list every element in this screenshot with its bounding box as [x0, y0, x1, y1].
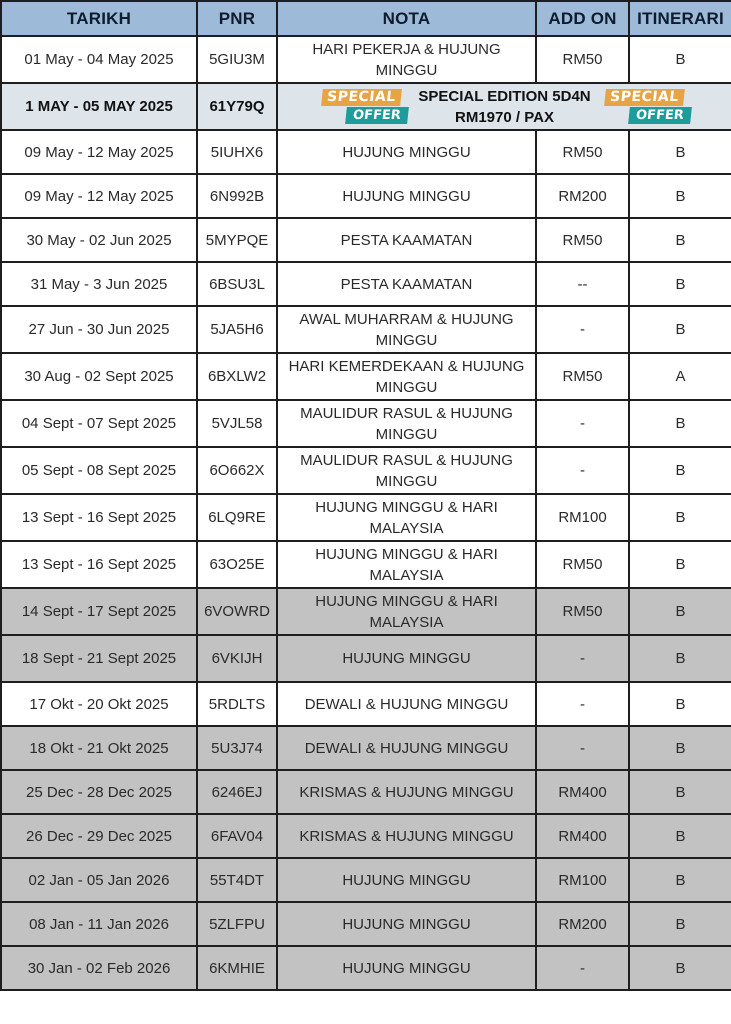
- cell-add-on: -: [536, 682, 629, 726]
- cell-itinerari: B: [629, 814, 731, 858]
- cell-pnr: 6FAV04: [197, 814, 277, 858]
- special-offer-badge-icon: SPECIAL OFFER: [322, 87, 404, 127]
- table-row: [1, 946, 731, 990]
- cell-tarikh: 26 Dec - 29 Dec 2025: [1, 814, 197, 858]
- cell-pnr: 6KMHIE: [197, 946, 277, 990]
- cell-add-on: -: [536, 447, 629, 494]
- table-row: [1, 400, 731, 447]
- cell-pnr: 6LQ9RE: [197, 494, 277, 541]
- cell-nota: HARI PEKERJA & HUJUNG MINGGU: [277, 36, 536, 83]
- cell-nota: HUJUNG MINGGU: [277, 858, 536, 902]
- cell-add-on: RM50: [536, 130, 629, 174]
- cell-add-on: RM200: [536, 902, 629, 946]
- header-add-on: ADD ON: [536, 1, 629, 36]
- cell-itinerari: B: [629, 858, 731, 902]
- cell-add-on: -: [536, 400, 629, 447]
- cell-itinerari: B: [629, 770, 731, 814]
- cell-itinerari: B: [629, 400, 731, 447]
- table-row: [1, 588, 731, 635]
- cell-itinerari: B: [629, 541, 731, 588]
- cell-nota: KRISMAS & HUJUNG MINGGU: [277, 814, 536, 858]
- cell-tarikh: 30 Jan - 02 Feb 2026: [1, 946, 197, 990]
- cell-tarikh: 04 Sept - 07 Sept 2025: [1, 400, 197, 447]
- cell-tarikh: 09 May - 12 May 2025: [1, 130, 197, 174]
- table-row: [1, 353, 731, 400]
- cell-add-on: RM50: [536, 541, 629, 588]
- cell-pnr: 6O662X: [197, 447, 277, 494]
- cell-itinerari: B: [629, 494, 731, 541]
- cell-pnr: 6VKIJH: [197, 635, 277, 682]
- cell-add-on: -: [536, 946, 629, 990]
- cell-nota: AWAL MUHARRAM & HUJUNG MINGGU: [277, 306, 536, 353]
- special-price-label: RM1970 / PAX: [455, 108, 554, 126]
- cell-itinerari: B: [629, 635, 731, 682]
- cell-tarikh: 27 Jun - 30 Jun 2025: [1, 306, 197, 353]
- cell-itinerari: B: [629, 262, 731, 306]
- cell-nota: HUJUNG MINGGU & HARI MALAYSIA: [277, 541, 536, 588]
- cell-tarikh: 25 Dec - 28 Dec 2025: [1, 770, 197, 814]
- cell-nota: MAULIDUR RASUL & HUJUNG MINGGU: [277, 447, 536, 494]
- header-tarikh: TARIKH: [1, 1, 197, 36]
- cell-tarikh: 02 Jan - 05 Jan 2026: [1, 858, 197, 902]
- cell-nota: DEWALI & HUJUNG MINGGU: [277, 726, 536, 770]
- table-row: [1, 902, 731, 946]
- cell-add-on: -: [536, 306, 629, 353]
- cell-itinerari: B: [629, 726, 731, 770]
- cell-tarikh: 08 Jan - 11 Jan 2026: [1, 902, 197, 946]
- cell-add-on: -: [536, 635, 629, 682]
- cell-tarikh: 31 May - 3 Jun 2025: [1, 262, 197, 306]
- header-pnr: PNR: [197, 1, 277, 36]
- cell-pnr: 61Y79Q: [197, 83, 277, 130]
- cell-pnr: 6N992B: [197, 174, 277, 218]
- cell-nota: MAULIDUR RASUL & HUJUNG MINGGU: [277, 400, 536, 447]
- cell-itinerari: B: [629, 588, 731, 635]
- cell-nota: HARI KEMERDEKAAN & HUJUNG MINGGU: [277, 353, 536, 400]
- table-row: [1, 494, 731, 541]
- cell-nota: HUJUNG MINGGU: [277, 946, 536, 990]
- cell-pnr: 63O25E: [197, 541, 277, 588]
- cell-pnr: 6VOWRD: [197, 588, 277, 635]
- special-offer-text: [418, 86, 590, 128]
- cell-tarikh: 14 Sept - 17 Sept 2025: [1, 588, 197, 635]
- cell-itinerari: A: [629, 353, 731, 400]
- cell-add-on: RM50: [536, 588, 629, 635]
- table-row: [1, 218, 731, 262]
- cell-nota: PESTA KAAMATAN: [277, 262, 536, 306]
- table-row: [1, 770, 731, 814]
- table-row: [1, 447, 731, 494]
- cell-itinerari: B: [629, 36, 731, 83]
- cell-pnr: 6BXLW2: [197, 353, 277, 400]
- cell-nota: HUJUNG MINGGU & HARI MALAYSIA: [277, 588, 536, 635]
- cell-add-on: RM400: [536, 814, 629, 858]
- cell-nota: PESTA KAAMATAN: [277, 218, 536, 262]
- cell-add-on: RM100: [536, 858, 629, 902]
- cell-itinerari: B: [629, 130, 731, 174]
- table-row: [1, 682, 731, 726]
- cell-pnr: 5VJL58: [197, 400, 277, 447]
- cell-pnr: 5U3J74: [197, 726, 277, 770]
- table-row: [1, 306, 731, 353]
- cell-add-on: RM50: [536, 36, 629, 83]
- special-offer-badge-icon: SPECIAL OFFER: [605, 87, 687, 127]
- cell-add-on: RM50: [536, 218, 629, 262]
- cell-nota: KRISMAS & HUJUNG MINGGU: [277, 770, 536, 814]
- cell-nota: HUJUNG MINGGU: [277, 902, 536, 946]
- cell-nota: HUJUNG MINGGU: [277, 130, 536, 174]
- cell-tarikh: 30 May - 02 Jun 2025: [1, 218, 197, 262]
- special-offer-row: [1, 83, 731, 130]
- header-itinerari: ITINERARI: [629, 1, 731, 36]
- cell-itinerari: B: [629, 218, 731, 262]
- table-row: [1, 858, 731, 902]
- cell-pnr: 5RDLTS: [197, 682, 277, 726]
- cell-add-on: -: [536, 726, 629, 770]
- cell-tarikh: 13 Sept - 16 Sept 2025: [1, 494, 197, 541]
- table-row: [1, 814, 731, 858]
- table-row: [1, 174, 731, 218]
- cell-nota: HUJUNG MINGGU: [277, 635, 536, 682]
- cell-itinerari: B: [629, 682, 731, 726]
- cell-pnr: 5GIU3M: [197, 36, 277, 83]
- table-row: [1, 36, 731, 83]
- cell-itinerari: B: [629, 946, 731, 990]
- cell-itinerari: B: [629, 306, 731, 353]
- cell-tarikh: 09 May - 12 May 2025: [1, 174, 197, 218]
- table-row: [1, 262, 731, 306]
- table-row: [1, 635, 731, 682]
- cell-pnr: 5IUHX6: [197, 130, 277, 174]
- cell-add-on: RM400: [536, 770, 629, 814]
- table-row: [1, 726, 731, 770]
- special-offer-cell: [277, 83, 731, 130]
- cell-itinerari: B: [629, 174, 731, 218]
- cell-add-on: RM200: [536, 174, 629, 218]
- cell-tarikh: 18 Okt - 21 Okt 2025: [1, 726, 197, 770]
- cell-add-on: --: [536, 262, 629, 306]
- cell-itinerari: B: [629, 902, 731, 946]
- header-row: [1, 1, 731, 36]
- header-nota: NOTA: [277, 1, 536, 36]
- cell-tarikh: 01 May - 04 May 2025: [1, 36, 197, 83]
- cell-pnr: 6BSU3L: [197, 262, 277, 306]
- cell-nota: DEWALI & HUJUNG MINGGU: [277, 682, 536, 726]
- cell-tarikh: 1 MAY - 05 MAY 2025: [1, 83, 197, 130]
- special-edition-label: SPECIAL EDITION 5D4N: [418, 87, 591, 105]
- table-row: [1, 130, 731, 174]
- cell-tarikh: 17 Okt - 20 Okt 2025: [1, 682, 197, 726]
- cell-tarikh: 18 Sept - 21 Sept 2025: [1, 635, 197, 682]
- cell-pnr: 5ZLFPU: [197, 902, 277, 946]
- cell-add-on: RM100: [536, 494, 629, 541]
- cell-itinerari: B: [629, 447, 731, 494]
- cell-nota: HUJUNG MINGGU: [277, 174, 536, 218]
- cell-pnr: 5MYPQE: [197, 218, 277, 262]
- cell-pnr: 5JA5H6: [197, 306, 277, 353]
- cell-pnr: 55T4DT: [197, 858, 277, 902]
- cell-nota: HUJUNG MINGGU & HARI MALAYSIA: [277, 494, 536, 541]
- cell-tarikh: 30 Aug - 02 Sept 2025: [1, 353, 197, 400]
- cell-add-on: RM50: [536, 353, 629, 400]
- table-row: [1, 541, 731, 588]
- cell-tarikh: 13 Sept - 16 Sept 2025: [1, 541, 197, 588]
- cell-pnr: 6246EJ: [197, 770, 277, 814]
- cell-tarikh: 05 Sept - 08 Sept 2025: [1, 447, 197, 494]
